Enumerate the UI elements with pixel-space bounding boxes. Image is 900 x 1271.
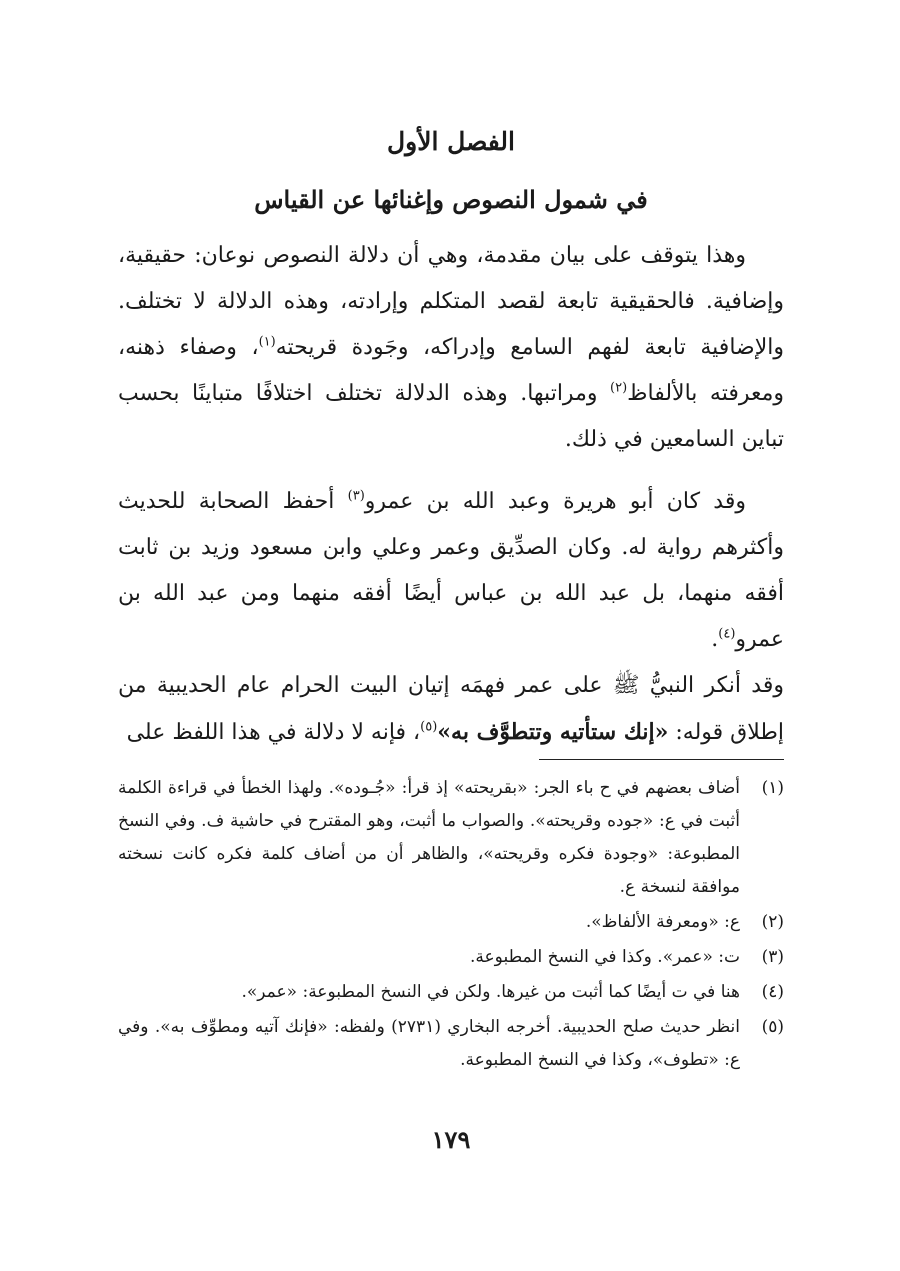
paragraph-1-text-a: وهذا يتوقف على بيان مقدمة، وهي أن دلالة النصوص نوعان: حقيقية، وإضافية. فالحقيقية تابعة لقصد المتكلم وإرادته، وهذه الدلالة لا تختلف. والإضافية تابعة لفهم السامع وإدراكه، وجَودة قريحته xyxy=(118,243,784,360)
footnote-text: أضاف بعضهم في ح باء الجر: «بقريحته» إذ قرأ: «جُـوده». ولهذا الخطأ في قراءة الكلمة أثبت في ع: «جوده وقريحته». والصواب ما أثبت، وهو المقترح في حاشية ف. وفي النسخ المطبوعة: «وجودة فكره وقريحته»، والظاهر أن من أضاف كلمة فكره كانت نسخته موافقة لنسخة ع. xyxy=(118,778,740,897)
paragraph-3 xyxy=(118,663,784,756)
paragraph-2-text-a: وقد كان أبو هريرة وعبد الله بن عمرو xyxy=(364,489,746,514)
paragraph-3-text-a: وقد أنكر النبيُّ ﷺ على عمر فهمَه إتيان البيت الحرام عام الحديبية من إطلاق قوله: xyxy=(118,673,784,745)
footnote-number: (٢) xyxy=(761,912,784,932)
chapter-subtitle: في شمول النصوص وإغنائها عن القياس xyxy=(254,185,648,214)
paragraph-2-text-b: أحفظ الصحابة للحديث وأكثرهم رواية له. وكان الصدِّيق وعمر وعلي وابن مسعود وزيد بن ثابت أفقه منهما، بل عبد الله بن عباس أيضًا أفقه منهما ومن عبد الله بن عمرو xyxy=(118,489,784,652)
paragraph-2-text-c: . xyxy=(711,627,719,652)
footnote-text: ع: «ومعرفة الألفاظ». xyxy=(585,912,740,932)
footnote-text: هنا في ت أيضًا كما أثبت من غيرها. ولكن في النسخ المطبوعة: «عمر». xyxy=(241,982,740,1002)
hadith-quote: «إنك ستأتيه وتتطوَّف به» xyxy=(437,719,669,745)
footnote-number: (٤) xyxy=(761,982,784,1002)
page-number: ١٧٩ xyxy=(431,1125,471,1154)
paragraph-1 xyxy=(118,233,784,463)
footnote-ref-1: (١) xyxy=(258,334,276,350)
footnote-ref-3: (٣) xyxy=(347,488,365,504)
chapter-title: الفصل الأول xyxy=(387,127,515,156)
footnote-2 xyxy=(118,906,784,939)
footnote-number: (٣) xyxy=(761,947,784,967)
footnote-number: (٥) xyxy=(761,1017,784,1037)
footnotes xyxy=(118,772,784,1079)
paragraph-1-text-c: ومراتبها. وهذه الدلالة تختلف اختلافًا متباينًا بحسب تباين السامعين في ذلك. xyxy=(118,381,784,452)
footnote-5 xyxy=(118,1011,784,1077)
footnote-text: انظر حديث صلح الحديبية. أخرجه البخاري (٢٧٣١) ولفظه: «فإنك آتيه ومطوِّف به». وفي ع: «تطوف»، وكذا في النسخ المطبوعة. xyxy=(118,1017,740,1070)
paragraph-1-text-b: ، وصفاء ذهنه، ومعرفته بالألفاظ xyxy=(118,335,785,406)
footnote-1 xyxy=(118,772,784,904)
footnote-ref-4: (٤) xyxy=(718,626,736,642)
paragraph-2 xyxy=(118,479,784,663)
paragraph-3-text-b: ، فإنه لا دلالة في هذا اللفظ على xyxy=(126,720,421,745)
main-text xyxy=(118,233,784,772)
footnote-3 xyxy=(118,941,784,974)
footnote-4 xyxy=(118,976,784,1009)
footnote-number: (١) xyxy=(761,778,784,798)
footnote-ref-2: (٢) xyxy=(610,380,628,396)
book-page xyxy=(118,0,784,1271)
footnote-separator xyxy=(539,759,784,760)
footnote-ref-5: (٥) xyxy=(420,719,438,735)
footnote-text: ت: «عمر». وكذا في النسخ المطبوعة. xyxy=(470,947,740,967)
